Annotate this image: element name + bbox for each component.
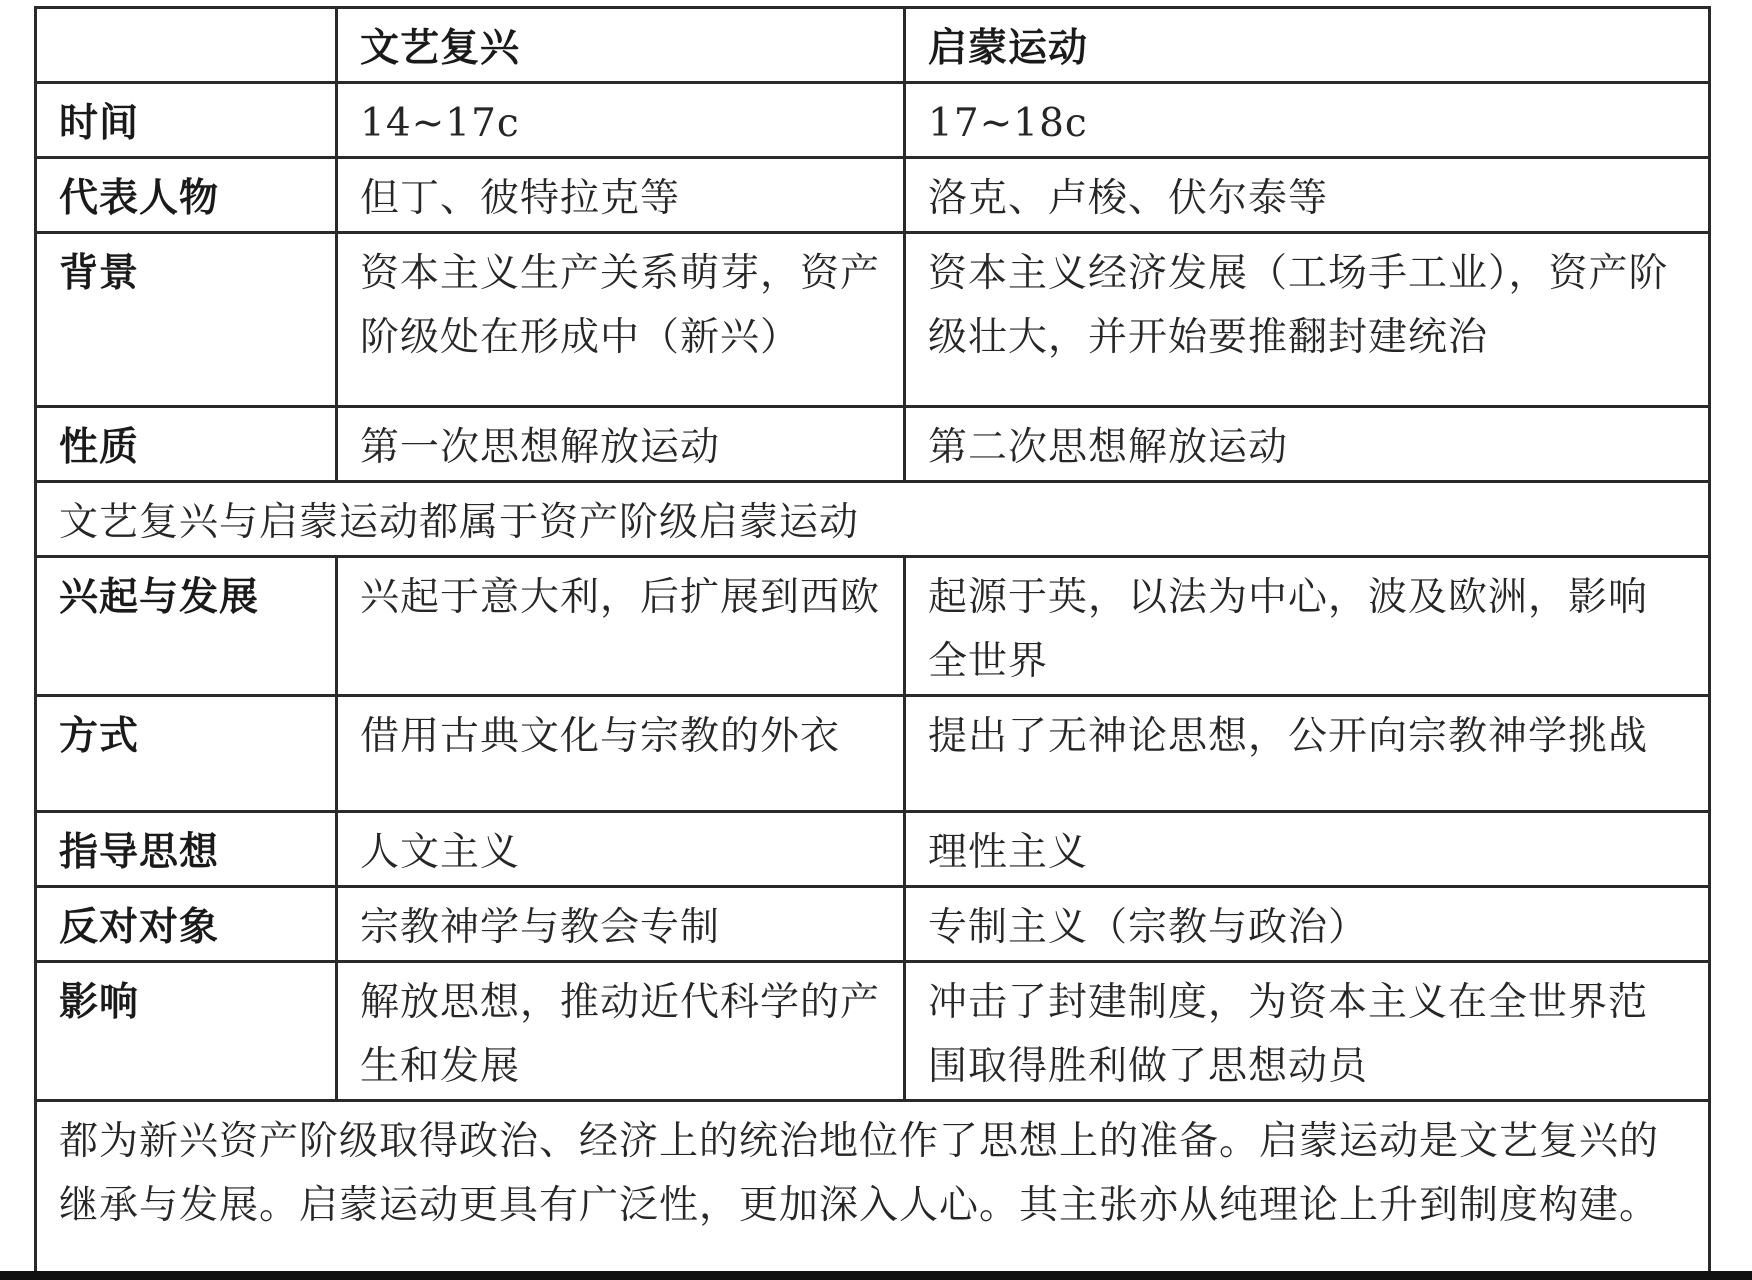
cell-enlightenment-ideology: 理性主义: [905, 812, 1710, 887]
cell-enlightenment-time: 17~18c: [905, 83, 1710, 158]
table-row: [36, 696, 1710, 812]
row-label-background: 背景: [36, 233, 337, 407]
cell-renaissance-time: 14~17c: [337, 83, 905, 158]
header-renaissance: 文艺复兴: [337, 8, 905, 83]
cell-enlightenment-impact: 冲击了封建制度，为资本主义在全世界范围取得胜利做了思想动员: [905, 962, 1710, 1101]
bottom-divider: [0, 1271, 1752, 1280]
table-row: [36, 887, 1710, 962]
table-row: [36, 482, 1710, 557]
cell-enlightenment-figures: 洛克、卢梭、伏尔泰等: [905, 158, 1710, 233]
table-header-row: [36, 8, 1710, 83]
cell-renaissance-background: 资本主义生产关系萌芽，资产阶级处在形成中（新兴）: [337, 233, 905, 407]
row-label-nature: 性质: [36, 407, 337, 482]
header-enlightenment: 启蒙运动: [905, 8, 1710, 83]
cell-enlightenment-rise: 起源于英，以法为中心，波及欧洲，影响全世界: [905, 557, 1710, 696]
cell-renaissance-opposition: 宗教神学与教会专制: [337, 887, 905, 962]
cell-renaissance-rise: 兴起于意大利，后扩展到西欧: [337, 557, 905, 696]
summary-note-row: 都为新兴资产阶级取得政治、经济上的统治地位作了思想上的准备。启蒙运动是文艺复兴的继承与发展。启蒙运动更具有广泛性，更加深入人心。其主张亦从纯理论上升到制度构建。: [36, 1101, 1710, 1277]
comparison-table: [34, 6, 1711, 1278]
table-row: [36, 557, 1710, 696]
row-label-figures: 代表人物: [36, 158, 337, 233]
table-row: [36, 812, 1710, 887]
row-label-impact: 影响: [36, 962, 337, 1101]
cell-renaissance-method: 借用古典文化与宗教的外衣: [337, 696, 905, 812]
table-row: [36, 158, 1710, 233]
cell-renaissance-ideology: 人文主义: [337, 812, 905, 887]
row-label-opposition: 反对对象: [36, 887, 337, 962]
table-row: [36, 233, 1710, 407]
cell-enlightenment-background: 资本主义经济发展（工场手工业），资产阶级壮大，并开始要推翻封建统治: [905, 233, 1710, 407]
cell-renaissance-nature: 第一次思想解放运动: [337, 407, 905, 482]
cell-enlightenment-method: 提出了无神论思想，公开向宗教神学挑战: [905, 696, 1710, 812]
row-label-time: 时间: [36, 83, 337, 158]
cell-renaissance-figures: 但丁、彼特拉克等: [337, 158, 905, 233]
cell-enlightenment-nature: 第二次思想解放运动: [905, 407, 1710, 482]
common-note-row: 文艺复兴与启蒙运动都属于资产阶级启蒙运动: [36, 482, 1710, 557]
table-row: [36, 83, 1710, 158]
table-row: [36, 962, 1710, 1101]
cell-enlightenment-opposition: 专制主义（宗教与政治）: [905, 887, 1710, 962]
table-row: [36, 407, 1710, 482]
header-corner-cell: [36, 8, 337, 83]
cell-renaissance-impact: 解放思想，推动近代科学的产生和发展: [337, 962, 905, 1101]
table-row: [36, 1101, 1710, 1277]
row-label-rise: 兴起与发展: [36, 557, 337, 696]
row-label-method: 方式: [36, 696, 337, 812]
row-label-ideology: 指导思想: [36, 812, 337, 887]
